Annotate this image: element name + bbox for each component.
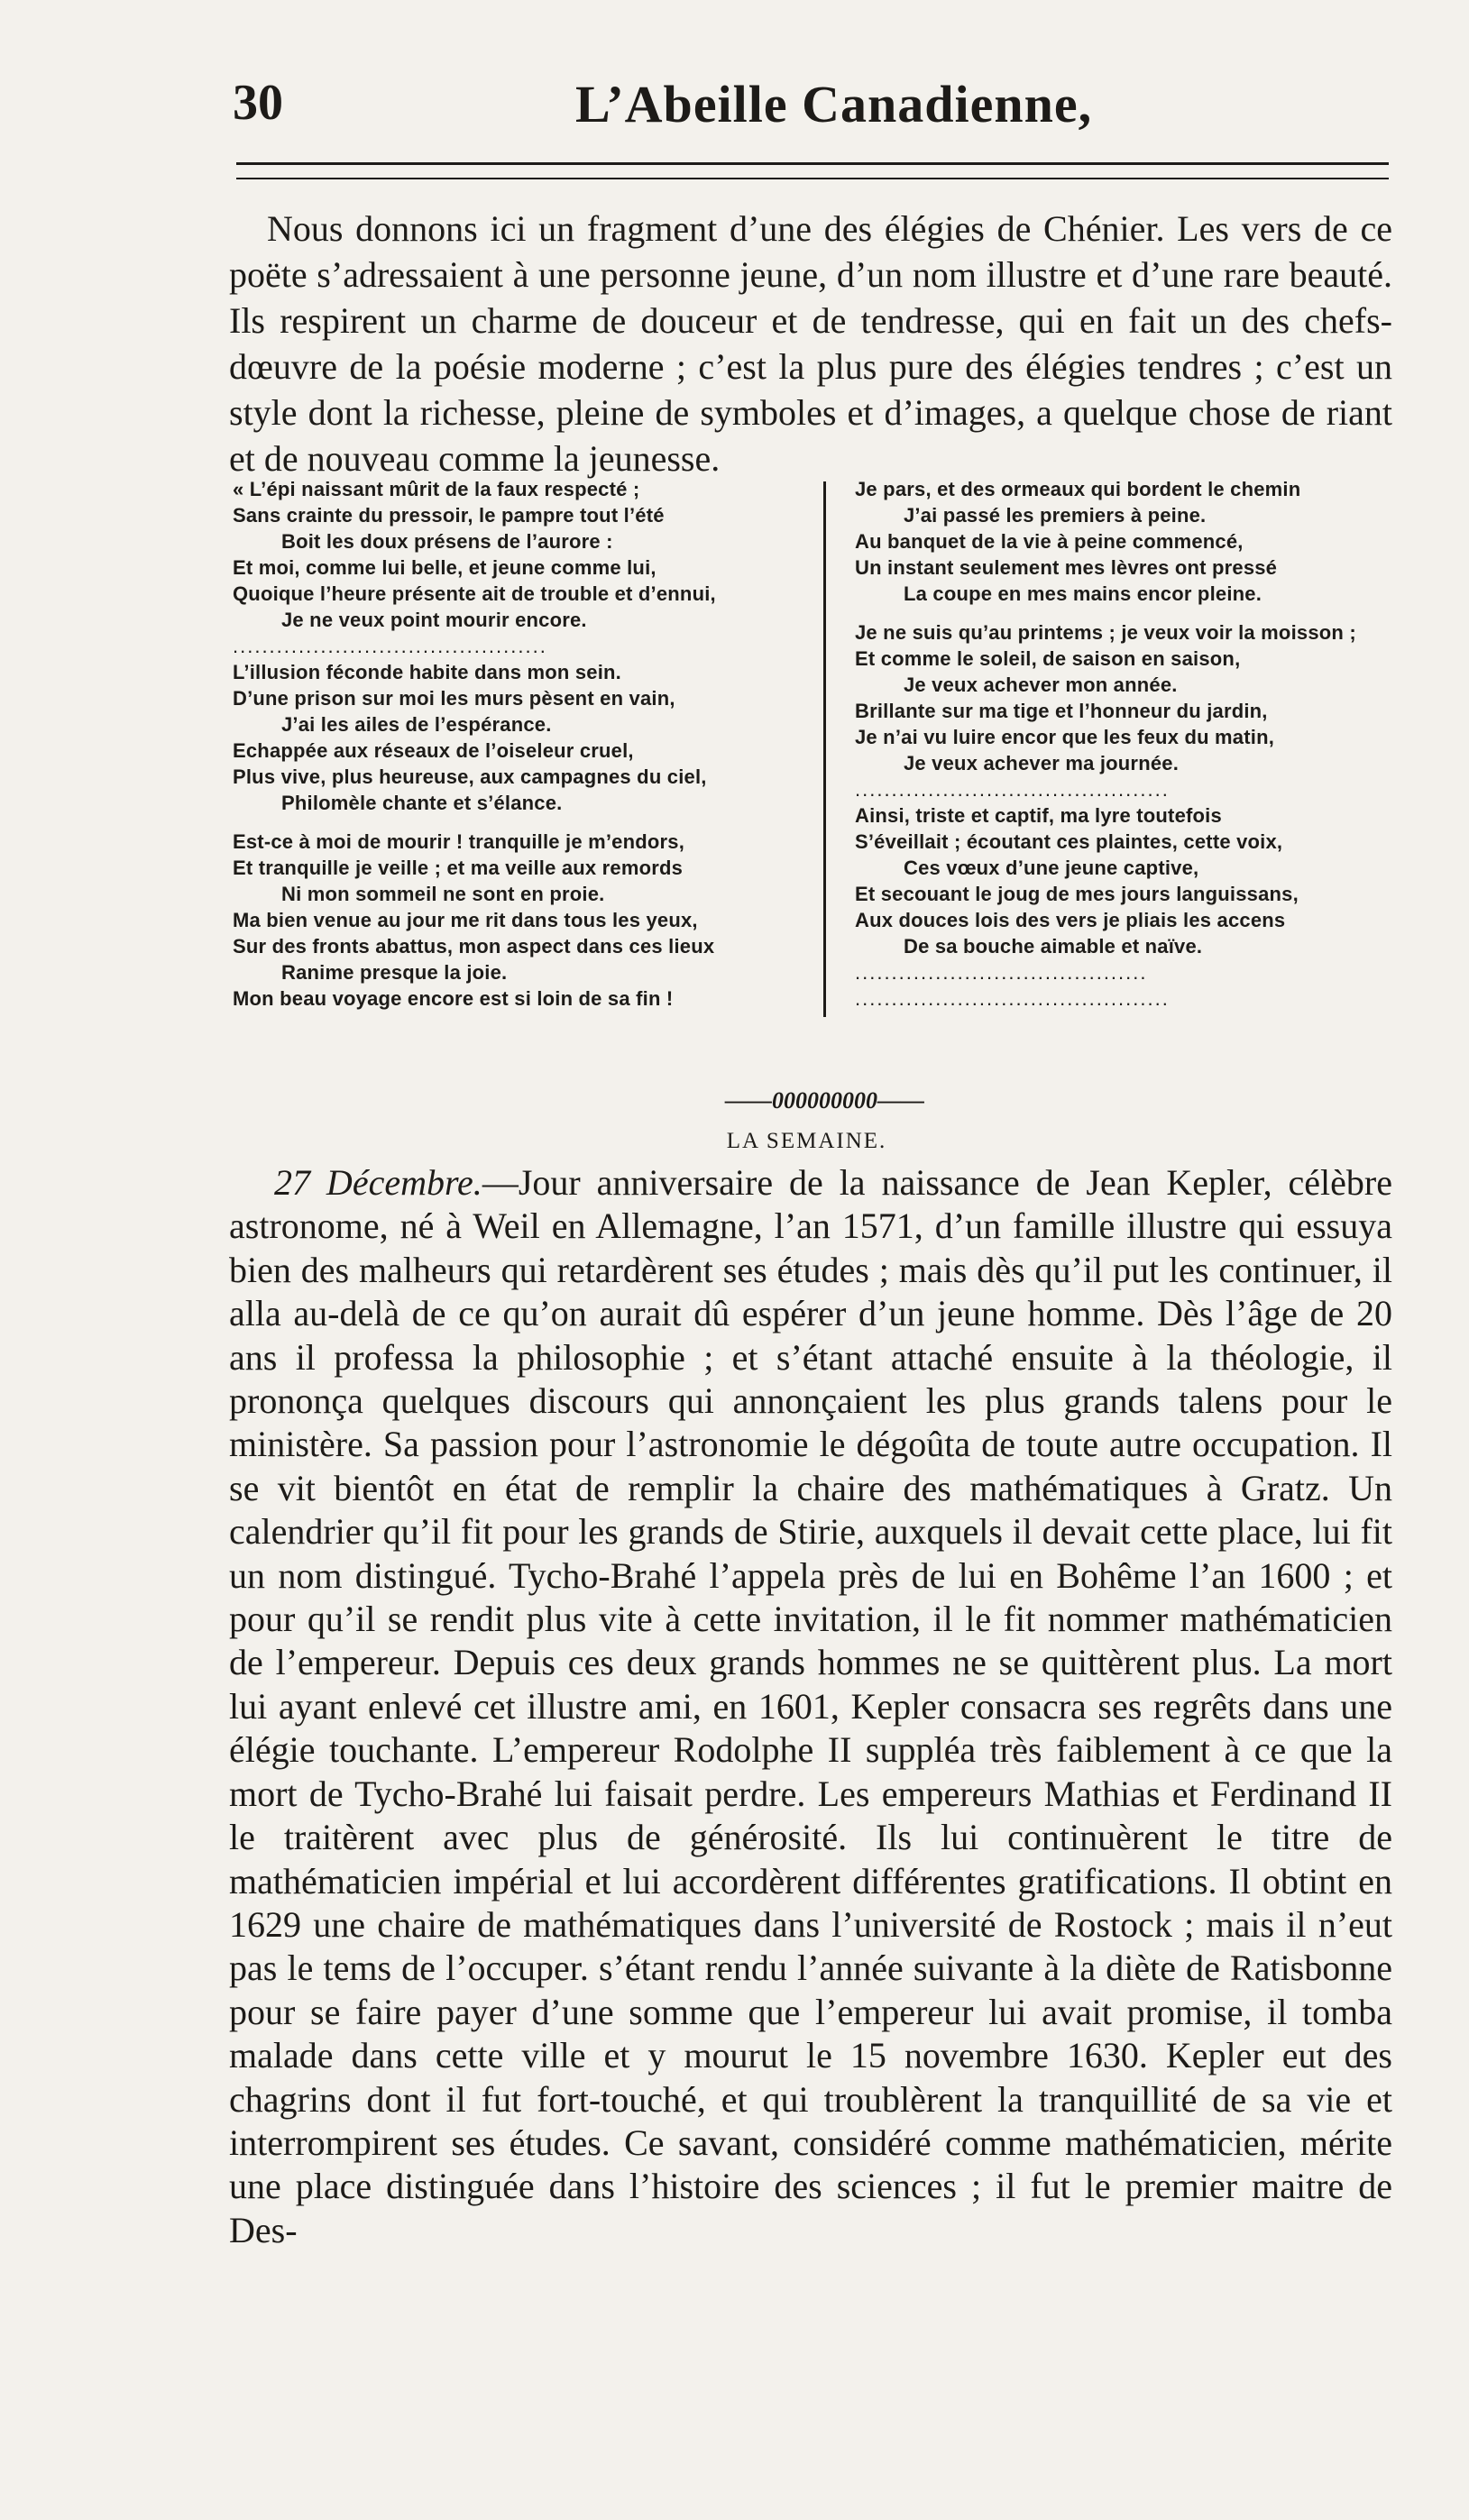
poem-line: Je n’ai vu luire encor que les feux du matin, bbox=[855, 726, 1275, 748]
page-header bbox=[233, 74, 1387, 146]
article-date: 27 Décembre. bbox=[274, 1162, 482, 1203]
poem-line: Boit les doux présens de l’aurore : bbox=[281, 530, 613, 553]
intro-paragraph bbox=[229, 206, 1392, 481]
poem-line: Ma bien venue au jour me rit dans tous les yeux, bbox=[233, 909, 698, 931]
journal-title: L’Abeille Canadienne, bbox=[575, 75, 1093, 133]
column-divider bbox=[823, 481, 826, 1017]
poem-line: Quoique l’heure présente ait de trouble et d’ennui, bbox=[233, 582, 716, 605]
poem-line: Je veux achever mon année. bbox=[904, 674, 1178, 696]
article-paragraph bbox=[229, 1161, 1392, 2252]
poem-line: « L’épi naissant mûrit de la faux respecté ; bbox=[233, 478, 640, 500]
article-body bbox=[229, 1161, 1392, 2252]
poem-line: Brillante sur ma tige et l’honneur du jardin, bbox=[855, 700, 1268, 722]
poem-line: J’ai passé les premiers à peine. bbox=[904, 504, 1207, 527]
header-double-rule bbox=[236, 162, 1389, 179]
intro-text: Nous donnons ici un fragment d’une des élégies de Chénier. Les vers de ce poëte s’adressaient à une personne jeune, d’un nom illustre et d’une rare beauté. Ils respirent un charme de douceur et de tendresse, qui en fait un des chefs-dœuvre de la poésie moderne ; c’est la plus pure des élégies tendres ; c’est un style dont la richesse, pleine de symboles et d’images, a quelque chose de riant et de nouveau comme la jeunesse. bbox=[229, 208, 1392, 479]
poem-line: Ces vœux d’une jeune captive, bbox=[904, 857, 1199, 879]
poem-line: Je pars, et des ormeaux qui bordent le chemin bbox=[855, 478, 1301, 500]
poem-line: Je ne suis qu’au printems ; je veux voir la moisson ; bbox=[855, 621, 1356, 644]
poem-line: Aux douces lois des vers je pliais les accens bbox=[855, 909, 1286, 931]
poem-line: Ni mon sommeil ne sont en proie. bbox=[281, 883, 605, 905]
page-number: 30 bbox=[233, 75, 283, 131]
poem-line: Sur des fronts abattus, mon aspect dans ces lieux bbox=[233, 935, 715, 958]
poem-line: D’une prison sur moi les murs pèsent en vain, bbox=[233, 687, 675, 710]
article-text: —Jour anniversaire de la naissance de Jean Kepler, célèbre astronome, né à Weil en Allemagne, l’an 1571, d’un famille illustre qui essuya bien des malheurs qui retardèrent ses études ; mais dès qu’il put les continuer, il alla au-delà de ce qu’on aurait dû espérer d’un jeune homme. Dès l’âge de 20 ans il professa la philosophie ; et s’étant attaché ensuite à la théologie, il prononça quelques discours qui annonçaient les plus grands talens pour le ministère. Sa passion pour l’astronomie le dégoûta de toute autre occupation. Il se vit bientôt en état de remplir la chaire des mathématiques à Gratz. Un calendrier qu’il fit pour les grands de Stirie, auxquels il devait cette place, lui fit un nom distingué. Tycho-Brahé l’appela près de lui en Bohême l’an 1600 ; et pour qu’il se rendit plus vite à cette invitation, il le fit nommer mathématicien de l’empereur. Depuis ces deux grands hommes ne se quittèrent plus. La mort lui ayant enlevé cet illustre ami, en 1601, Kepler consacra ses regrêts dans une élégie touchante. L’empereur Rodolphe II suppléa très faiblement à ce que la mort de Tycho-Brahé lui faisait perdre. Les empereurs Mathias et Ferdinand II le traitèrent avec plus de générosité. Ils lui continuèrent le titre de mathématicien impérial et lui accordèrent différentes gratifications. Il obtint en 1629 une chaire de mathématiques dans l’université de Rostock ; mais il n’eut pas le tems de l’occuper. s’étant rendu l’année suivante à la diète de Ratisbonne pour se faire payer d’une somme que l’empereur lui avait promise, il tomba malade dans cette ville et y mourut le 15 novembre 1630. Kepler eut des chagrins dont il fut fort-touché, et qui troublèrent la tranquillité de sa vie et interrompirent ses études. Ce savant, considéré comme mathématicien, mérite une place distinguée dans l’histoire des sciences ; il fut le premier maitre de Des- bbox=[229, 1162, 1392, 2250]
poem-line: Au banquet de la vie à peine commencé, bbox=[855, 530, 1244, 553]
stanza-gap bbox=[855, 607, 1414, 619]
poem-line: Echappée aux réseaux de l’oiseleur cruel, bbox=[233, 739, 634, 762]
poem-ellipsis: ........................................... bbox=[855, 987, 1170, 1010]
section-title-text: LA SEMAINE. bbox=[726, 1129, 887, 1153]
poem-line: Je veux achever ma journée. bbox=[904, 752, 1180, 774]
poem-line: Philomèle chante et s’élance. bbox=[281, 792, 563, 814]
poem-line: Et comme le soleil, de saison en saison, bbox=[855, 647, 1241, 670]
poem-line: Mon beau voyage encore est si loin de sa fin ! bbox=[233, 987, 674, 1010]
stanza-gap bbox=[233, 816, 810, 829]
poem-line: La coupe en mes mains encor pleine. bbox=[904, 582, 1262, 605]
poem-line: Est-ce à moi de mourir ! tranquille je m’endors, bbox=[233, 830, 685, 853]
poem-line: Un instant seulement mes lèvres ont pressé bbox=[855, 556, 1278, 579]
poem-line: Ranime presque la joie. bbox=[281, 961, 508, 984]
poem-line: Plus vive, plus heureuse, aux campagnes du ciel, bbox=[233, 765, 707, 788]
poem-line: Sans crainte du pressoir, le pampre tout l’été bbox=[233, 504, 665, 527]
poem-line: Et tranquille je veille ; et ma veille aux remords bbox=[233, 857, 684, 879]
poem-line: Et moi, comme lui belle, et jeune comme lui, bbox=[233, 556, 656, 579]
separator-text: ——000000000—— bbox=[725, 1087, 924, 1113]
poem-line: Je ne veux point mourir encore. bbox=[281, 609, 587, 631]
poem-line: J’ai les ailes de l’espérance. bbox=[281, 713, 552, 736]
poem-line: L’illusion féconde habite dans mon sein. bbox=[233, 661, 621, 683]
poem-ellipsis: ........................................... bbox=[855, 778, 1170, 801]
poem-line: S’éveillait ; écoutant ces plaintes, cette voix, bbox=[855, 830, 1283, 853]
poem-line: Et secouant le joug de mes jours languissans, bbox=[855, 883, 1299, 905]
poem-column-right bbox=[855, 476, 1414, 1012]
poem-line: De sa bouche aimable et naïve. bbox=[904, 935, 1203, 958]
poem-column-left bbox=[233, 476, 810, 1012]
poem-line: Ainsi, triste et captif, ma lyre toutefois bbox=[855, 804, 1222, 827]
poem-ellipsis: ........................................... bbox=[233, 635, 547, 657]
section-separator bbox=[0, 1087, 1469, 1114]
poem-ellipsis: ........................................ bbox=[855, 961, 1148, 984]
section-title bbox=[0, 1129, 1469, 1154]
